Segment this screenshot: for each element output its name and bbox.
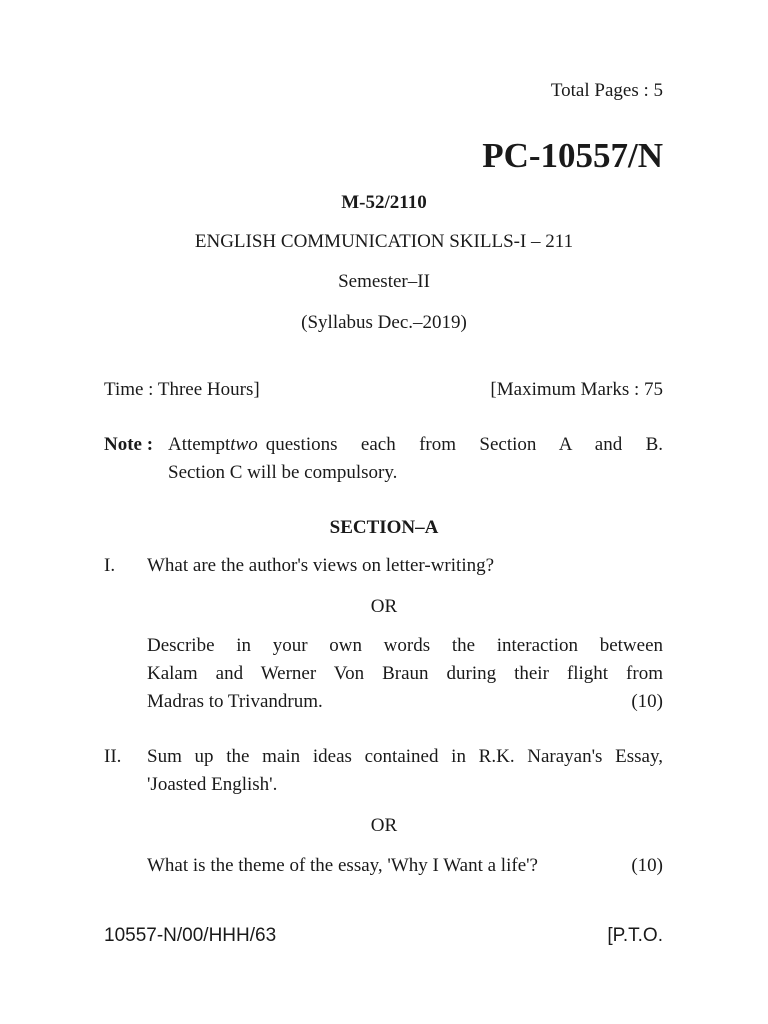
alt-line-2: Kalam and Werner Von Braun during their flight from	[147, 663, 663, 684]
question-number: I.	[104, 555, 116, 576]
semester: Semester–II	[338, 271, 430, 292]
note	[104, 431, 663, 487]
time-marks-row	[104, 376, 663, 404]
footer-code: 10557-N/00/HHH/63	[104, 925, 277, 946]
marks: (10)	[631, 691, 663, 712]
question-line-1: Sum up the main ideas contained in R.K. Narayan's Essay,	[147, 746, 663, 767]
footer-pto: [P.T.O.	[607, 925, 663, 946]
subject-title: ENGLISH COMMUNICATION SKILLS-I – 211	[194, 231, 574, 252]
paper-code: PC-10557/N	[482, 136, 663, 175]
question-number: II.	[104, 746, 122, 767]
alt-line-3-text: Madras to Trivandrum.	[147, 691, 323, 712]
note-body	[168, 431, 663, 487]
section-heading: SECTION–A	[329, 517, 439, 538]
or-separator: OR	[370, 596, 398, 617]
note-label: Note :	[104, 434, 154, 455]
alt-line-3	[147, 688, 663, 716]
total-pages: Total Pages : 5	[550, 80, 663, 101]
alt-line-1: Describe in your own words the interaction between	[147, 635, 663, 656]
question-alternative	[147, 632, 663, 716]
alt-line-1: What is the theme of the essay, 'Why I Want a life'?	[147, 855, 538, 876]
exam-code: M-52/2110	[341, 192, 427, 213]
question-text: What are the author's views on letter-writing?	[147, 555, 495, 576]
syllabus: (Syllabus Dec.–2019)	[301, 312, 467, 333]
note-emphasis: two	[230, 434, 258, 455]
time-duration: Time : Three Hours]	[104, 379, 260, 400]
question-line-2: 'Joasted English'.	[147, 774, 278, 795]
question-alternative	[147, 852, 663, 880]
marks: (10)	[631, 855, 663, 876]
maximum-marks: [Maximum Marks : 75	[490, 379, 663, 400]
note-rest: questions each from Section A and B.	[265, 434, 663, 455]
question-text	[147, 743, 663, 799]
or-separator: OR	[370, 815, 398, 836]
note-attempt: Attempt	[168, 434, 231, 455]
note-line-2: Section C will be compulsory.	[168, 462, 398, 483]
note-line-1	[168, 431, 663, 459]
